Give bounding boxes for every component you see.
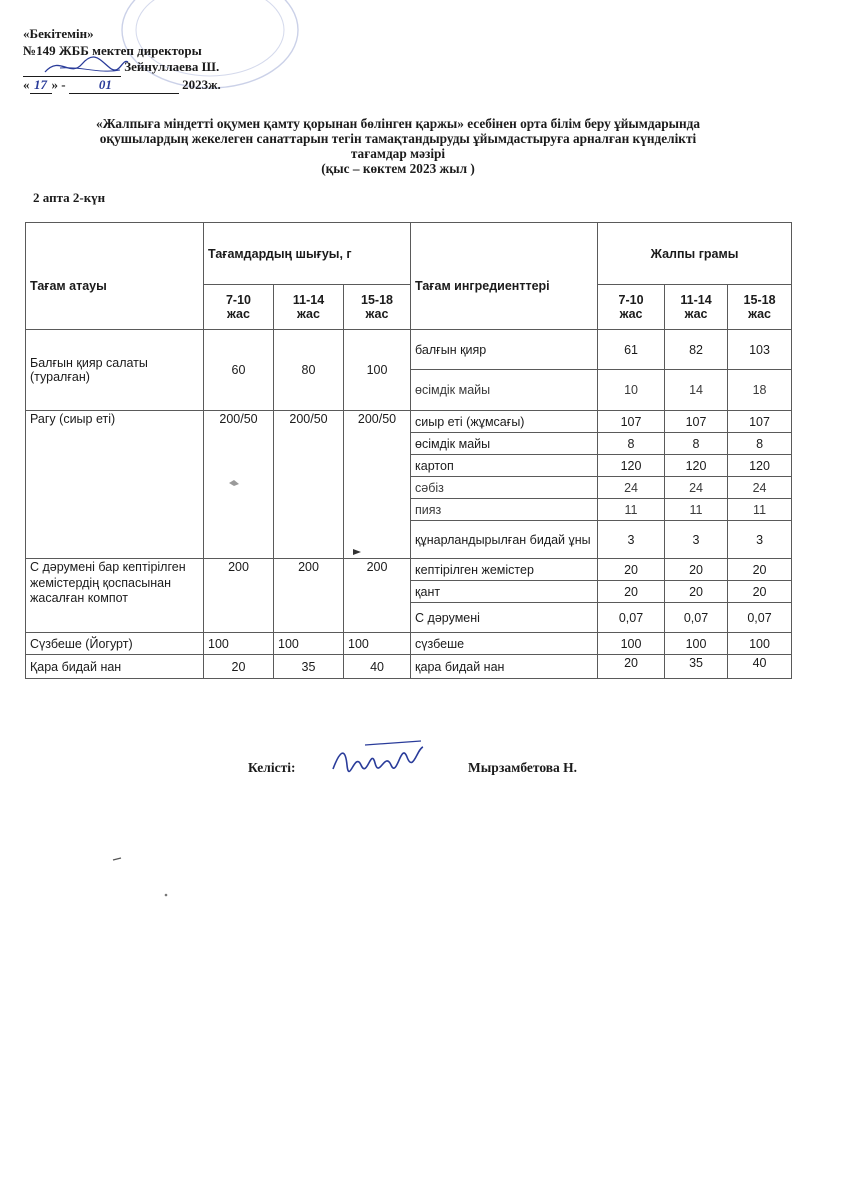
yield-age-15-18: 15-18 жас — [344, 285, 411, 330]
dish-yield: 35 — [274, 655, 344, 679]
ingredient-total: 24 — [728, 477, 792, 499]
ingredient-name: сүзбеше — [411, 633, 598, 655]
ingredient-total: 10 — [598, 370, 665, 411]
ingredient-total: 35 — [665, 655, 728, 679]
title-line-2: оқушылардың жекелеген санаттарын тегін тамақтандыруды ұйымдастыруға арналған күнделікті — [99, 131, 697, 146]
table-row — [26, 559, 792, 581]
dish-yield: 100 — [204, 633, 274, 655]
ingredient-total: 11 — [665, 499, 728, 521]
approval-position: №149 ЖББ мектеп директоры — [23, 42, 202, 58]
ingredient-total: 14 — [665, 370, 728, 411]
dish-yield: 20 — [204, 655, 274, 679]
title-line-1: «Жалпыға міндетті оқумен қамту қорынан бөлінген қаржы» есебінен орта білім беру ұйымдарында — [95, 116, 701, 131]
ingredient-total: 100 — [728, 633, 792, 655]
ingredient-name: өсімдік майы — [411, 433, 598, 455]
dish-yield: 200/50 — [274, 411, 344, 559]
ingredient-name: өсімдік майы — [411, 370, 598, 411]
ingredient-total: 107 — [598, 411, 665, 433]
ingredient-total: 11 — [598, 499, 665, 521]
total-age-7-10: 7-10 жас — [598, 285, 665, 330]
ingredient-total: 24 — [598, 477, 665, 499]
header-yield: Тағамдардың шығуы, г — [204, 223, 411, 285]
header-total: Жалпы грамы — [598, 223, 792, 285]
ingredient-total: 8 — [598, 433, 665, 455]
ingredient-total: 40 — [728, 655, 792, 679]
dish-yield: 80 — [274, 330, 344, 411]
dish-yield: 40 — [344, 655, 411, 679]
ingredient-total: 120 — [728, 455, 792, 477]
ingredient-total: 100 — [665, 633, 728, 655]
ingredient-name: құнарландырылған бидай ұны — [411, 521, 598, 559]
dish-yield: 200 — [204, 559, 274, 633]
ingredient-total: 24 — [665, 477, 728, 499]
director-signature — [40, 50, 130, 80]
ingredient-name: картоп — [411, 455, 598, 477]
header-dish: Тағам атауы — [26, 223, 204, 330]
menu-title — [28, 116, 768, 176]
ingredient-name: С дәрумені — [411, 603, 598, 633]
ingredient-name: қара бидай нан — [411, 655, 598, 679]
title-season: (қыс – көктем 2023 жыл ) — [321, 161, 475, 176]
ingredient-total: 20 — [665, 559, 728, 581]
date-year: 2023ж. — [182, 76, 221, 92]
dish-yield: 100 — [274, 633, 344, 655]
dish-name: Балғын қияр салаты (туралған) — [26, 330, 204, 411]
total-age-15-18: 15-18 жас — [728, 285, 792, 330]
agreed-name: Мырзамбетова Н. — [468, 760, 578, 775]
date-month: 01 — [69, 77, 179, 95]
dish-yield: 100 — [344, 330, 411, 411]
ingredient-total: 20 — [728, 581, 792, 603]
table-row — [26, 655, 792, 679]
ingredient-total: 120 — [598, 455, 665, 477]
ingredient-total: 20 — [598, 559, 665, 581]
ingredient-total: 8 — [728, 433, 792, 455]
scan-speck — [228, 478, 240, 488]
scan-speck — [112, 856, 122, 862]
ingredient-total: 11 — [728, 499, 792, 521]
ingredient-total: 20 — [665, 581, 728, 603]
ingredient-total: 20 — [598, 655, 665, 679]
ingredient-total: 0,07 — [728, 603, 792, 633]
approval-title: «Бекітемін» — [23, 26, 94, 41]
ingredient-total: 18 — [728, 370, 792, 411]
ingredient-total: 0,07 — [665, 603, 728, 633]
dish-yield: 200/50 — [344, 411, 411, 559]
ingredient-total: 8 — [665, 433, 728, 455]
ingredient-total: 107 — [728, 411, 792, 433]
ingredient-total: 120 — [665, 455, 728, 477]
director-name: Зейнуллаева Ш. — [124, 59, 220, 74]
yield-age-11-14: 11-14 жас — [274, 285, 344, 330]
dish-name: Қара бидай нан — [26, 655, 204, 679]
table-row — [26, 411, 792, 433]
week-day: 2 апта 2-күн — [33, 190, 106, 205]
ingredient-total: 3 — [728, 521, 792, 559]
table-row — [26, 633, 792, 655]
yield-age-7-10: 7-10 жас — [204, 285, 274, 330]
title-line-3: тағамдар мәзірі — [350, 146, 446, 161]
dish-name: Рагу (сиыр еті) — [26, 411, 204, 559]
dish-yield: 200 — [274, 559, 344, 633]
total-age-11-14: 11-14 жас — [665, 285, 728, 330]
menu-table — [25, 222, 792, 679]
ingredient-total: 20 — [728, 559, 792, 581]
ingredient-name: балғын қияр — [411, 330, 598, 370]
dish-yield: 100 — [344, 633, 411, 655]
ingredient-total: 20 — [598, 581, 665, 603]
ingredient-total: 100 — [598, 633, 665, 655]
header-ingredients: Тағам ингредиенттері — [411, 223, 598, 330]
agreed-signature — [325, 735, 430, 777]
ingredient-total: 103 — [728, 330, 792, 370]
dish-name: С дәрумені бар кептірілген жемістердің қоспасынан жасалған компот — [26, 559, 204, 633]
dish-yield: 200/50 — [204, 411, 274, 559]
ingredient-total: 3 — [598, 521, 665, 559]
table-row — [26, 330, 792, 370]
date-day: 17 — [30, 77, 52, 95]
scan-speck — [162, 892, 170, 898]
ingredient-total: 3 — [665, 521, 728, 559]
ingredient-name: кептірілген жемістер — [411, 559, 598, 581]
ingredient-name: сиыр еті (жұмсағы) — [411, 411, 598, 433]
scan-speck — [352, 548, 362, 556]
dish-name: Сүзбеше (Йогурт) — [26, 633, 204, 655]
approval-date: « 17 » - 01 2023ж. — [23, 77, 221, 95]
ingredient-total: 0,07 — [598, 603, 665, 633]
dish-yield: 60 — [204, 330, 274, 411]
dish-yield: 200 — [344, 559, 411, 633]
ingredient-name: сәбіз — [411, 477, 598, 499]
ingredient-total: 107 — [665, 411, 728, 433]
agreed-label: Келісті: — [248, 760, 296, 775]
ingredient-name: қант — [411, 581, 598, 603]
ingredient-total: 61 — [598, 330, 665, 370]
ingredient-total: 82 — [665, 330, 728, 370]
ingredient-name: пияз — [411, 499, 598, 521]
